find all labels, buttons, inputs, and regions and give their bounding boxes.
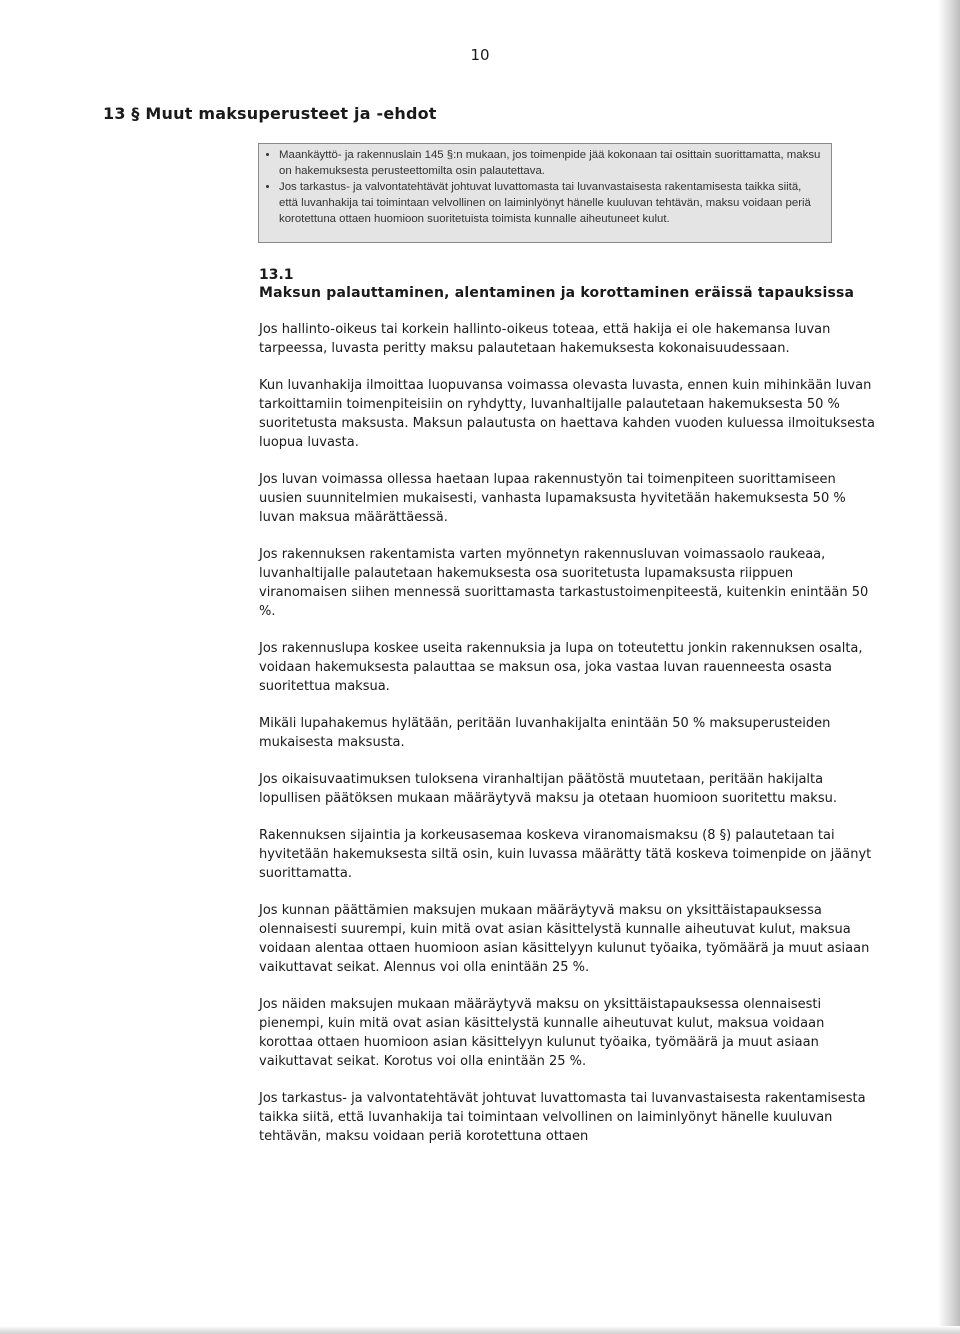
section-heading: 13 § Muut maksuperusteet ja -ehdot [103, 104, 437, 123]
summary-item: • Maankäyttö- ja rakennuslain 145 §:n mukaan, jos toimenpide jää kokonaan tai osittain suorittamatta, maksu on hakemuksesta perusteettomilta osin palautettava. [279, 147, 823, 179]
summary-list [267, 147, 823, 227]
summary-box [258, 143, 832, 243]
subsection-number: 13.1 [259, 267, 294, 283]
paragraph: Jos oikaisuvaatimuksen tuloksena viranhaltijan päätöstä muutetaan, peritään hakijalta lopullisen päätöksen mukaan määräytyvä maksu ja otetaan huomioon suoritettu maksu. [259, 772, 837, 806]
scan-bottom-shadow [0, 1326, 960, 1334]
paragraph: Mikäli lupahakemus hylätään, peritään luvanhakijalta enintään 50 % maksuperusteiden mukaisesta maksusta. [259, 716, 831, 750]
paragraph: Jos rakennuksen rakentamista varten myönnetyn rakennusluvan voimassaolo raukeaa, luvanhaltijalle palautetaan hakemuksesta osa suoritetusta lupamaksusta riippuen viranomaisen siihen mennessä suorittamasta tarkastustoimenpiteestä, kuitenkin enintään 50 %. [259, 547, 869, 619]
paragraph: Jos tarkastus- ja valvontatehtävät johtuvat luvattomasta tai luvanvastaisesta rakentamisesta taikka siitä, että luvanhakija tai toimintaan velvollinen on laiminlyönyt hänelle kuuluvan tehtävän, maksu voidaan periä korotettuna ottaen [259, 1091, 866, 1144]
body-text [259, 320, 879, 1164]
paragraph: Jos rakennuslupa koskee useita rakennuksia ja lupa on toteutettu jonkin rakennuksen osalta, voidaan hakemuksesta palauttaa se maksun osa, joka vastaa luvan rauenneesta osasta suoritettua maksua. [259, 641, 863, 694]
paragraph: Jos luvan voimassa ollessa haetaan lupaa rakennustyön tai toimenpiteen suorittamiseen uusien suunnitelmien mukaisesti, vanhasta lupamaksusta hyvitetään hakemuksesta 50 % luvan maksua määrättäessä. [259, 472, 846, 525]
scan-edge-shadow [938, 0, 960, 1334]
paragraph: Jos hallinto-oikeus tai korkein hallinto-oikeus toteaa, että hakija ei ole hakemansa luvan tarpeessa, luvasta peritty maksu palautetaan hakemuksesta kokonaisuudessaan. [259, 322, 831, 356]
paragraph: Kun luvanhakija ilmoittaa luopuvansa voimassa olevasta luvasta, ennen kuin mihinkään luvan tarkoittamiin toimenpiteisiin on ryhdytty, luvanhaltijalle palautetaan hakemuksesta 50 % suoritetusta maksusta. Maksun palautusta on haettava kahden vuoden kuluessa ilmoituksesta luopua luvasta. [259, 378, 875, 450]
paragraph: Jos näiden maksujen mukaan määräytyvä maksu on yksittäistapauksessa olennaisesti pienempi, kuin mitä ovat asian käsittelystä kunnalle aiheutuvat kulut, maksua voidaan korottaa ottaen huomioon asian käsittelyyn kulunut työaika, työmäärä ja muut asiaan vaikuttavat seikat. Korotus voi olla enintään 25 %. [259, 997, 825, 1069]
paragraph: Rakennuksen sijaintia ja korkeusasemaa koskeva viranomaismaksu (8 §) palautetaan tai hyvitetään hakemuksesta siltä osin, kuin luvassa määrätty tätä koskeva toimenpide on jäänyt suorittamatta. [259, 828, 872, 881]
page-number: 10 [470, 46, 490, 64]
summary-item: • Jos tarkastus- ja valvontatehtävät johtuvat luvattomasta tai luvanvastaisesta rakentamisesta taikka siitä, että luvanhakija tai toimintaan velvollinen on laiminlyönyt hänelle kuuluvan tehtävän, maksu voidaan periä korotettuna ottaen huomioon suoritetuista toimista kunnalle aiheutuneet kulut. [279, 179, 823, 227]
subsection-title: Maksun palauttaminen, alentaminen ja korottaminen eräissä tapauksissa [259, 285, 855, 301]
paragraph: Jos kunnan päättämien maksujen mukaan määräytyvä maksu on yksittäistapauksessa olennaisesti suurempi, kuin mitä ovat asian käsittelystä kunnalle aiheutuvat kulut, maksua voidaan alentaa ottaen huomioon asian käsittelyyn kulunut työaika, työmäärä ja muut asiaan vaikuttavat seikat. Alennus voi olla enintään 25 %. [259, 903, 870, 975]
